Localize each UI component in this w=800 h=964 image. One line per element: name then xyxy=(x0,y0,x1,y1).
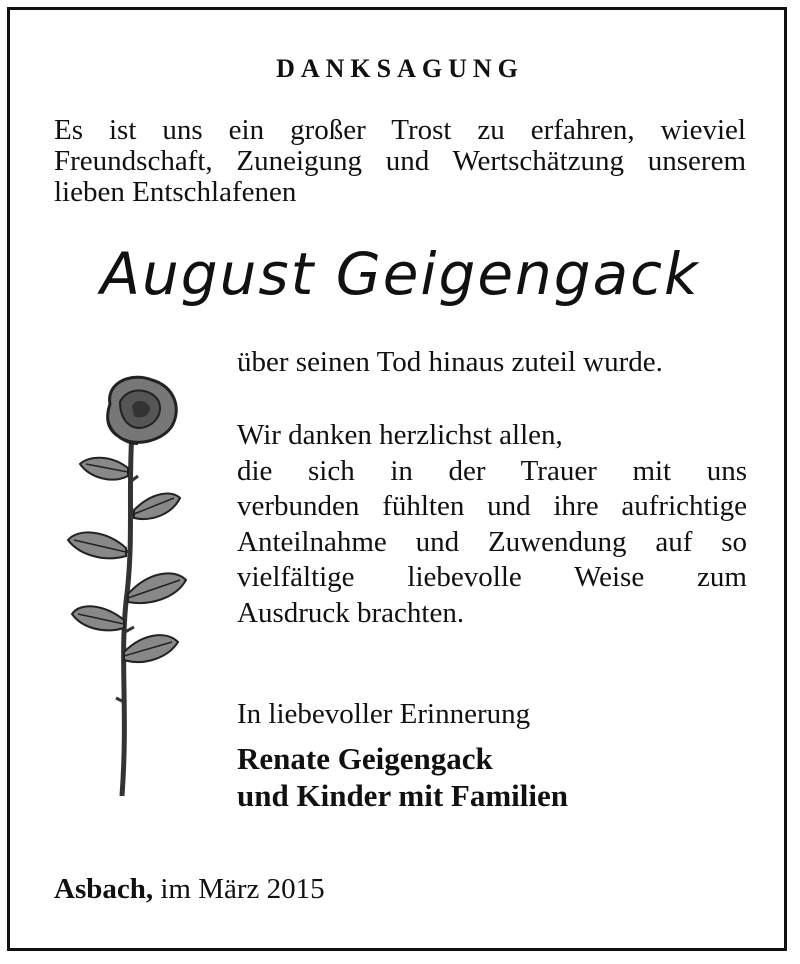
after-name-text: über seinen Tod hinaus zuteil wurde. xyxy=(237,346,663,378)
intro-paragraph xyxy=(54,115,746,208)
thanks-paragraph xyxy=(237,418,747,631)
signer-line: und Kinder mit Familien xyxy=(237,778,568,813)
rose-icon xyxy=(62,372,192,796)
thanks-line: verbunden fühlten und ihre aufrichtige xyxy=(237,490,747,522)
deceased-name: August Geigengack xyxy=(100,240,700,308)
intro-line: lieben Entschlafenen xyxy=(54,176,297,208)
thanks-line: die sich in der Trauer mit uns xyxy=(237,454,747,487)
place: Asbach, xyxy=(54,873,154,905)
date: im März 2015 xyxy=(160,873,325,905)
place-date xyxy=(54,873,325,906)
heading: DANKSAGUNG xyxy=(276,54,524,83)
thanks-line: Ausdruck brachten. xyxy=(237,596,465,629)
closing-text: In liebevoller Erinnerung xyxy=(237,698,531,730)
thanks-line: Anteilnahme und Zuwendung auf so xyxy=(237,525,747,558)
thanks-line: vielfältige liebevolle Weise zum xyxy=(237,561,747,593)
signers xyxy=(237,740,568,814)
intro-line: Es ist uns ein großer Trost zu erfahren, wieviel xyxy=(54,114,746,146)
intro-line: Freundschaft, Zuneigung und Wertschätzung unserem xyxy=(54,145,746,177)
signer-line: Renate Geigengack xyxy=(237,741,493,776)
thanks-line: Wir danken herzlichst allen, xyxy=(237,419,563,451)
